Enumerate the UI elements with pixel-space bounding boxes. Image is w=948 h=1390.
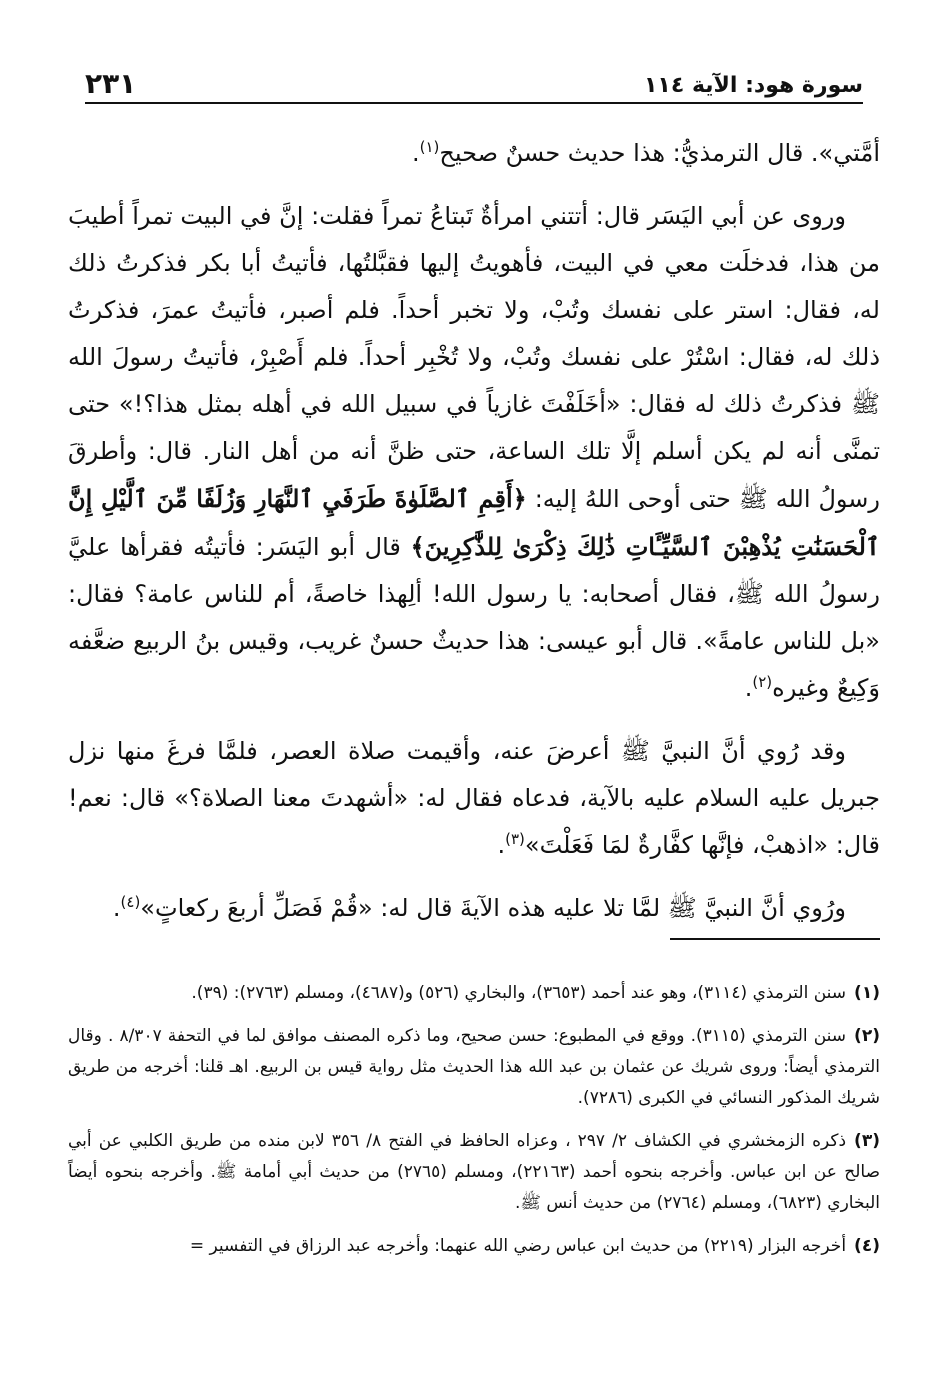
paragraph-end: . [411,139,420,167]
main-text [68,130,880,932]
surah-title: سورة هود: الآية ١١٤ [643,73,863,98]
footnote-number: (١) [854,983,880,1003]
paragraph-text: أمَّتي». قال الترمذيُّ: هذا حديث حسنٌ صحيح [439,139,880,167]
paragraph-2 [68,193,880,712]
paragraph-end: . [497,831,506,859]
paragraph-3 [68,728,880,869]
footnote-number: (٣) [854,1131,880,1151]
footnote-1 [68,978,880,1009]
footnote-ref: (١) [419,138,440,156]
footnote-separator [670,938,880,940]
paragraph-text: ورُوي أنَّ النبيَّ ﷺ لمَّا تلا عليه هذه الآيةَ قال له: «قُمْ فَصَلِّ أربعَ ركعاتٍ» [140,894,846,922]
paragraph-1 [68,130,880,177]
footnote-ref: (٢) [752,673,773,691]
quran-verse: ﴿أَقِمِ ٱلصَّلَوٰةَ طَرَفَيِ ٱلنَّهَارِ وَزُلَفًا مِّنَ ٱلَّيْلِ إِنَّ ٱلْحَسَنَٰتِ يُذْهِبْنَ ٱلسَّيِّـَٔاتِ ذَٰلِكَ ذِكْرَىٰ لِلذَّٰكِرِينَ﴾ [68,484,880,561]
footnote-4 [68,1231,880,1262]
paragraph-text: وقد رُوي أنَّ النبيَّ ﷺ أعرضَ عنه، وأقيمت صلاة العصر، فلمَّا فرغَ منها نزل جبريل عليه السلام عليه بالآية، فدعاه فقال له: «أشهدتَ معنا الصلاة؟» قال: نعم! قال: «اذهبْ، فإنَّها كفَّارةٌ لمَا فَعَلْتَ» [68,737,880,859]
footnote-3 [68,1126,880,1219]
paragraph-4 [68,885,880,932]
footnote-number: (٢) [854,1026,880,1046]
paragraph-text: وروى عن أبي اليَسَر قال: أتتني امرأةٌ تَبتاعُ تمراً فقلت: إنَّ في البيت تمراً أطيبَ من هذا، فدخلَت معي في البيت، فأهويتُ إليها فقبَّلتُها، فأتيتُ أبا بكر فذكرتُ ذلك له، فقال: استر على نفسك وتُبْ، ولا تخبر أحداً. فلم أصبر، فأتيتُ عمرَ، فذكرتُ ذلك له، فقال: اسْتُرْ على نفسك وتُبْ، ولا تُخْبِر أحداً. فلم أَصْبِرْ، فأتيتُ رسولَ الله ﷺ فذكرتُ ذلك له فقال: «أخَلَفْتَ غازياً في سبيل الله في أهله بمثل هذا؟!» حتى تمنَّى أنه لم يكن أسلم إلَّا تلك الساعة، حتى ظنَّ أنه من أهل النار. قال: وأطرقَ رسولُ الله ﷺ حتى أوحى اللهُ إليه: [68,202,881,513]
footnote-2 [68,1021,880,1114]
page-number: ٢٣١ [85,67,137,100]
footnote-text: أخرجه البزار (٢٢١٩) من حديث ابن عباس رضي الله عنهما: وأخرجه عبد الرزاق في التفسير = [189,1236,847,1256]
footnotes [68,978,880,1274]
footnote-text: ذكره الزمخشري في الكشاف ٢/ ٢٩٧ ، وعزاه الحافظ في الفتح ٨/ ٣٥٦ لابن منده من طريق الكلبي عن أبي صالح عن ابن عباس. وأخرجه بنحوه أحمد (٢٢١٦٣)، ومسلم (٢٧٦٥) من حديث أبي أمامة ﷺ. وأخرجه بنحوه أيضاً البخاري (٦٨٢٣)، ومسلم (٢٧٦٤) من حديث أنس ﷺ. [68,1131,881,1213]
paragraph-text-continued: قال أبو اليَسَر: فأتيتُه فقرأها عليَّ رسولُ الله ﷺ، فقال أصحابه: يا رسول الله! ألِهذا خاصةً، أم للناس عامة؟ فقال: «بل للناس عامةً». قال أبو عيسى: هذا حديثٌ حسنٌ غريب، وقيس بنُ الربيع ضعَّفه وَكِيعٌ وغيره [68,533,880,702]
footnote-text: سنن الترمذي (٣١١٥). ووقع في المطبوع: حسن صحيح، وما ذكره المصنف موافق لما في التحفة ٨/٣٠٧ . وقال الترمذي أيضاً: وروى شريك عن عثمان بن عبد الله هذا الحديث مثل رواية قيس بن الربيع. اهـ قلنا: أخرجه من طريق شريك المذكور النسائي في الكبرى (٧٢٨٦). [68,1026,880,1108]
page-header [85,62,863,104]
footnote-ref: (٣) [505,830,525,848]
paragraph-end: . [112,894,121,922]
paragraph-end: . [744,674,753,702]
footnote-text: سنن الترمذي (٣١١٤)، وهو عند أحمد (٣٦٥٣)، والبخاري (٥٢٦) و(٤٦٨٧)، ومسلم (٢٧٦٣): (٣٩). [191,983,847,1003]
footnote-ref: (٤) [120,893,141,911]
footnote-number: (٤) [854,1236,880,1256]
